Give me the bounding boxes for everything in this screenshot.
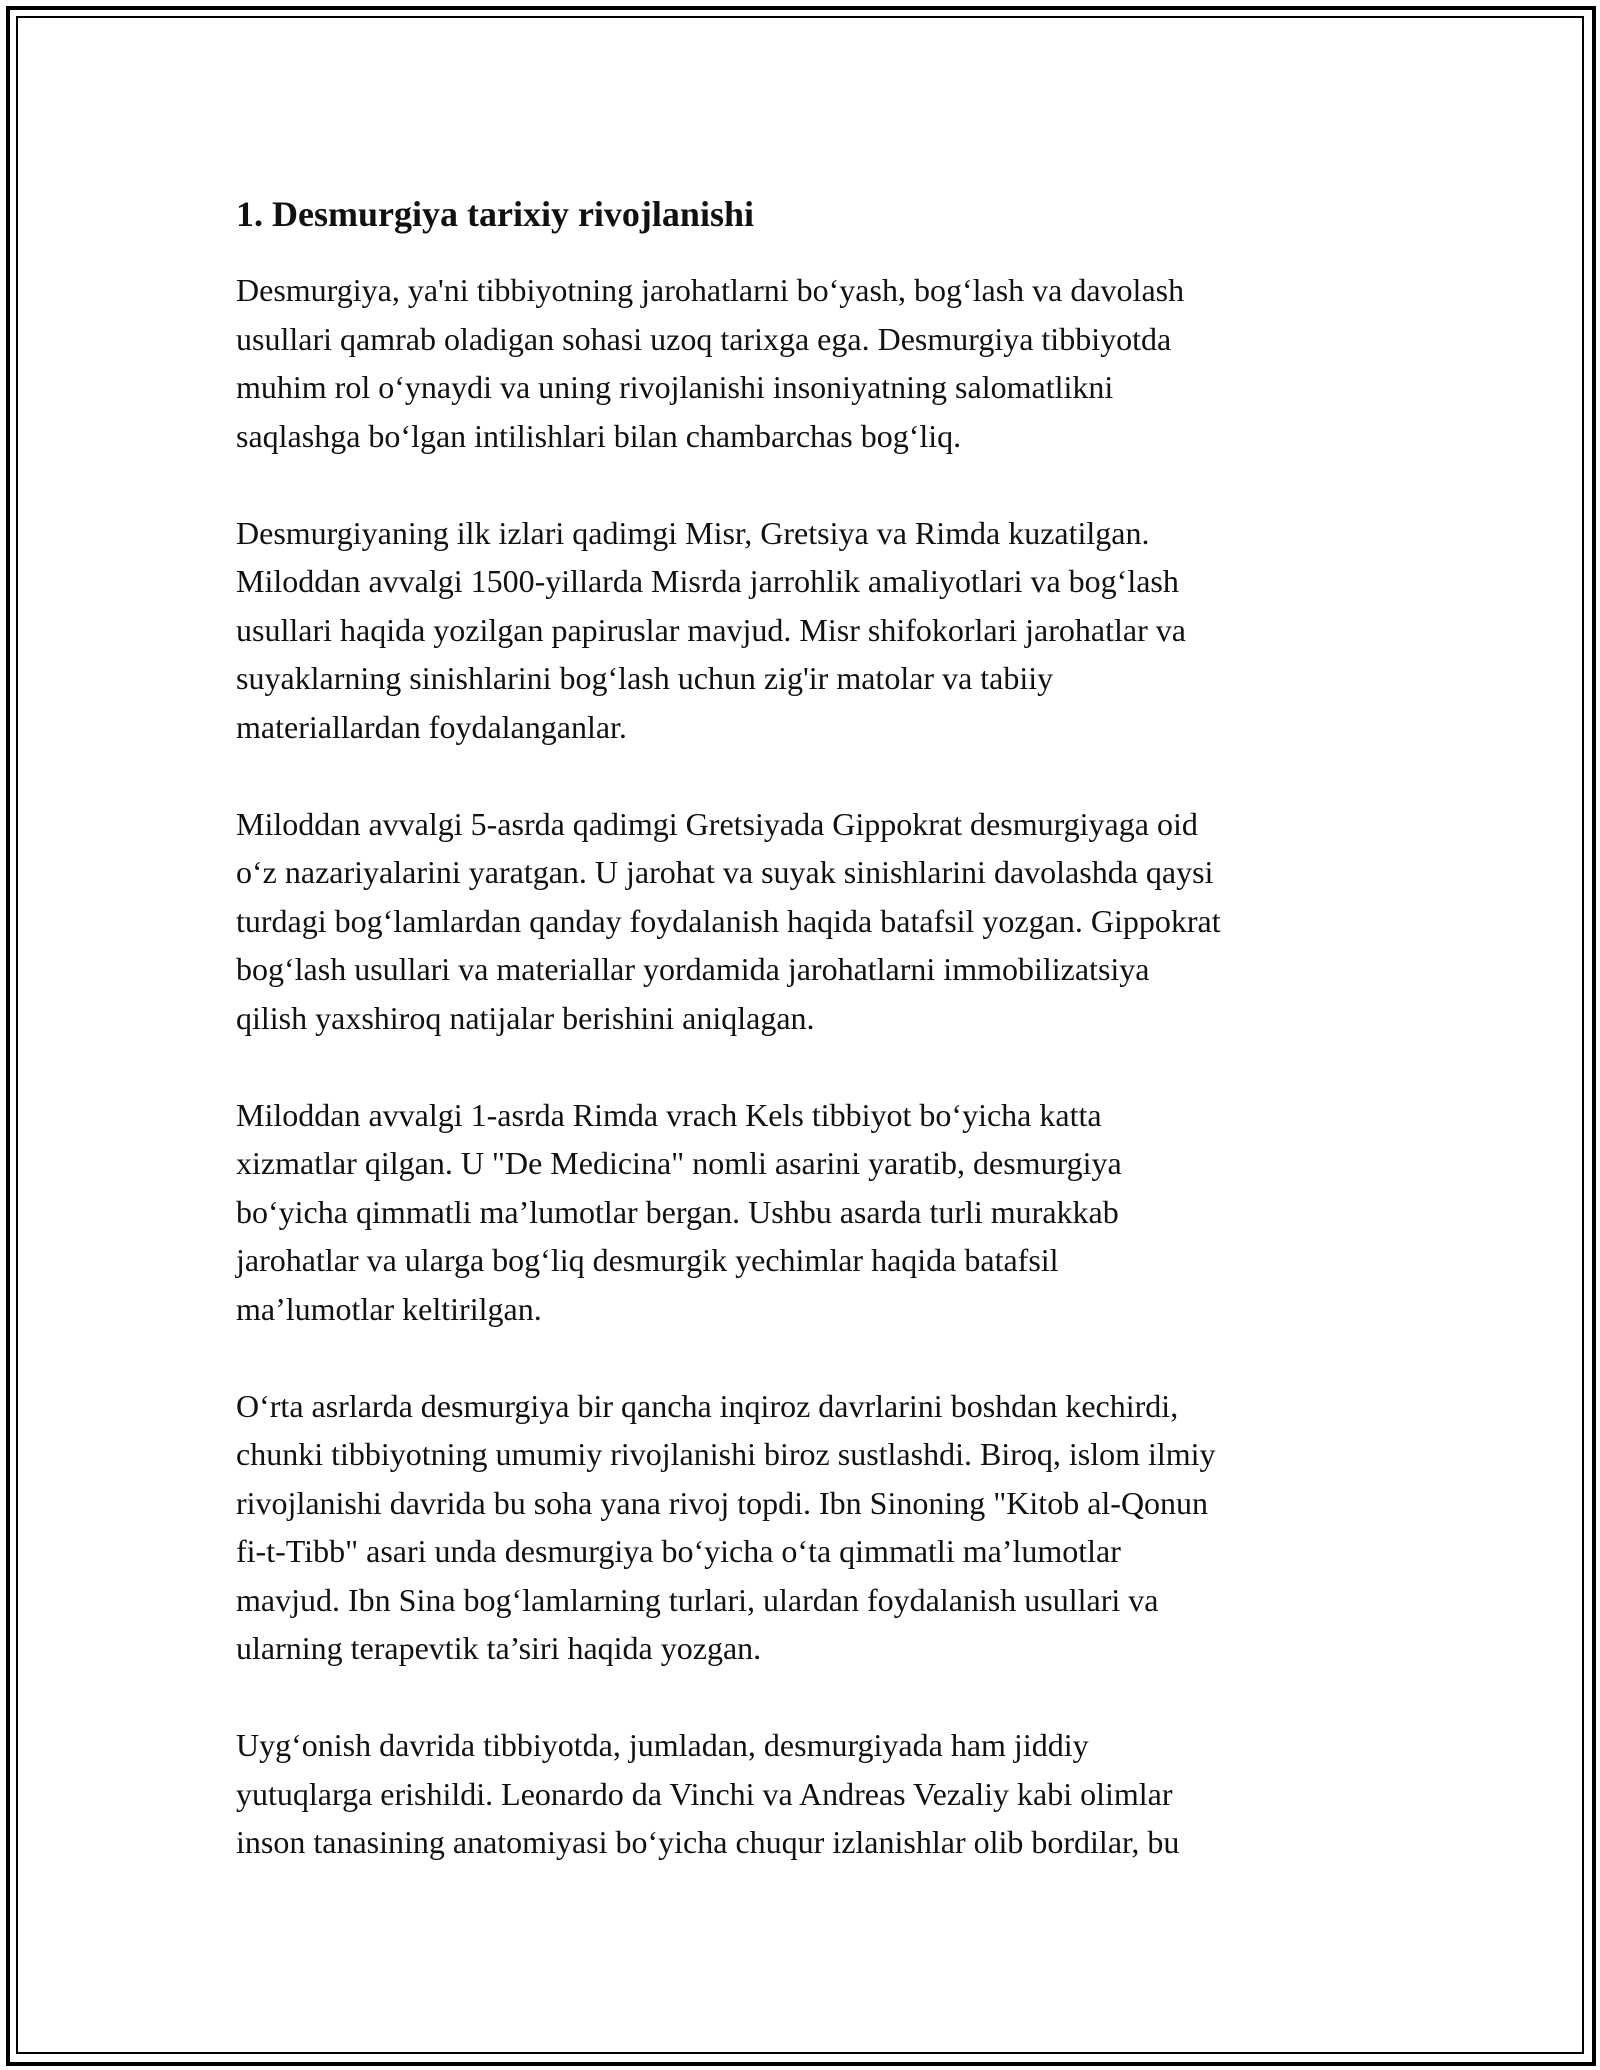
document-body xyxy=(236,186,1396,1915)
paragraph-renaissance: Uyg‘onish davrida tibbiyotda, jumladan, desmurgiyada ham jiddiy yutuqlarga erishildi. Leonardo da Vinchi va Andreas Vezaliy kabi olimlar inson tanasining anatomiyasi bo‘yicha chuqur izlanishlar olib bordilar, bu xyxy=(236,1727,1180,1860)
paragraph-middle-ages: O‘rta asrlarda desmurgiya bir qancha inqiroz davrlarini boshdan kechirdi, chunki tibbiyotning umumiy rivojlanishi biroz sustlashdi. Biroq, islom ilmiy rivojlanishi davrida bu soha yana rivoj topdi. Ibn Sinoning "Kitob al-Qonun fi-t-Tibb" asari unda desmurgiya bo‘yicha o‘ta qimmatli ma’lumotlar mavjud. Ibn Sina bog‘lamlarning turlari, ulardan foydalanish usullari va ularning terapevtik ta’siri haqida yozgan. xyxy=(236,1387,1216,1666)
paragraph-intro: Desmurgiya, ya'ni tibbiyotning jarohatlarni bo‘yash, bog‘lash va davolash usullari qamrab oladigan sohasi uzoq tarixga ega. Desmurgiya tibbiyotda muhim rol o‘ynaydi va uning rivojlanishi insoniyatning salomatlikni saqlashga bo‘lgan intilishlari bilan chambarchas bog‘liq. xyxy=(236,272,1185,454)
section-heading: 1. Desmurgiya tarixiy rivojlanishi xyxy=(236,194,754,234)
paragraph-hippocrates: Miloddan avvalgi 5-asrda qadimgi Gretsiyada Gippokrat desmurgiyaga oid o‘z nazariyalarini yaratgan. U jarohat va suyak sinishlarini davolashda qaysi turdagi bog‘lamlardan qanday foydalanish haqida batafsil yozgan. Gippokrat bog‘lash usullari va materiallar yordamida jarohatlarni immobilizatsiya qilish yaxshiroq natijalar berishini aniqlagan. xyxy=(236,805,1221,1036)
paragraph-ancient-egypt: Desmurgiyaning ilk izlari qadimgi Misr, Gretsiya va Rimda kuzatilgan. Miloddan avvalgi 1500-yillarda Misrda jarrohlik amaliyotlari va bog‘lash usullari haqida yozilgan papiruslar mavjud. Misr shifokorlari jarohatlar va suyaklarning sinishlarini bog‘lash uchun zig'ir matolar va tabiiy materiallardan foydalanganlar. xyxy=(236,514,1186,745)
paragraph-celsus: Miloddan avvalgi 1-asrda Rimda vrach Kels tibbiyot bo‘yicha katta xizmatlar qilgan. U "De Medicina" nomli asarini yaratib, desmurgiya bo‘yicha qimmatli ma’lumotlar bergan. Ushbu asarda turli murakkab jarohatlar va ularga bog‘liq desmurgik yechimlar haqida batafsil ma’lumotlar keltirilgan. xyxy=(236,1096,1122,1327)
